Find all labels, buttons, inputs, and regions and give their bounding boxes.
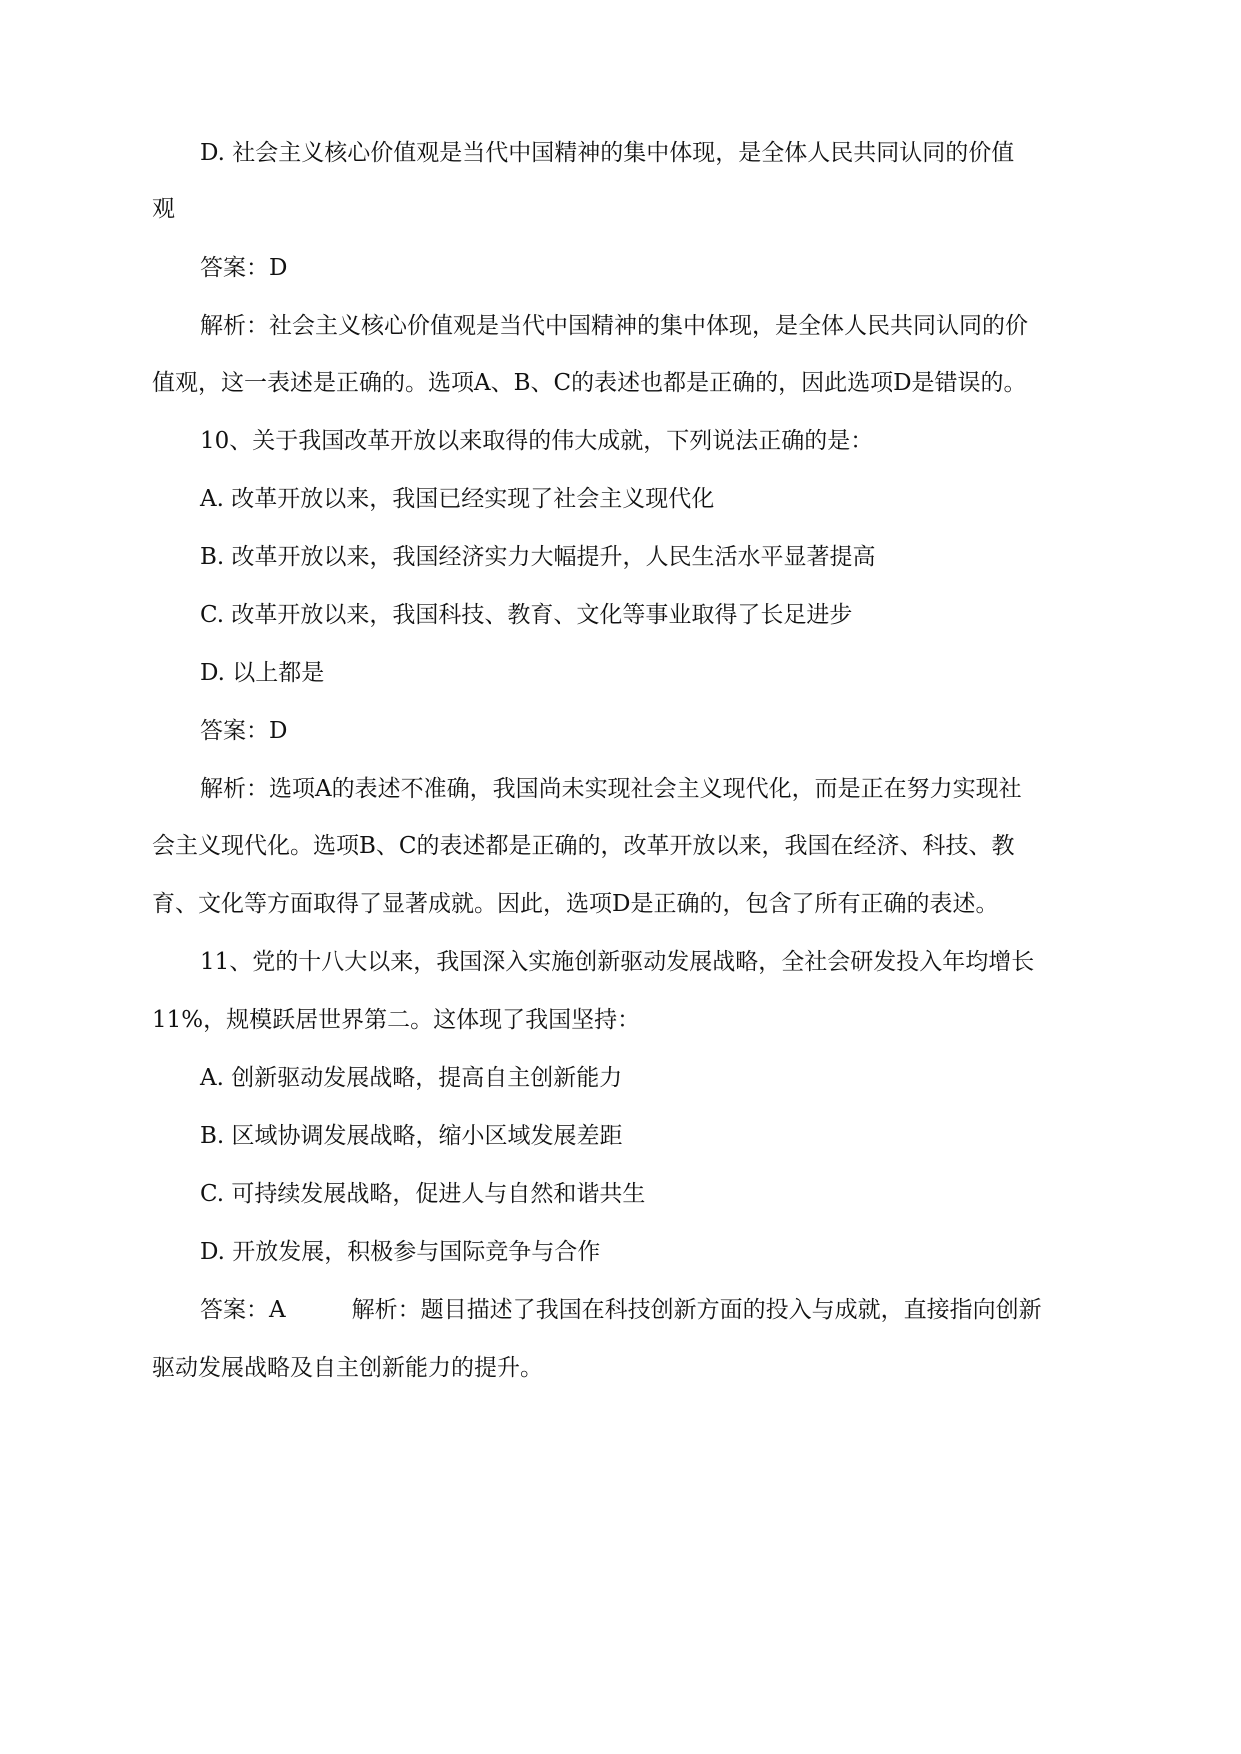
q10-option-b: B. 改革开放以来，我国经济实力大幅提升，人民生活水平显著提高: [200, 544, 876, 570]
q11-analysis-line1: 解析：题目描述了我国在科技创新方面的投入与成就，直接指向创新: [351, 1297, 1042, 1323]
q11-option-a: A. 创新驱动发展战略，提高自主创新能力: [200, 1065, 623, 1091]
q11-answer-line: [200, 1294, 1042, 1326]
q10-option-c: C. 改革开放以来，我国科技、教育、文化等事业取得了长足进步: [200, 602, 853, 628]
q10-question: 10、关于我国改革开放以来取得的伟大成就，下列说法正确的是：: [200, 428, 874, 454]
q9-option-d-line1: D. 社会主义核心价值观是当代中国精神的集中体现，是全体人民共同认同的价值: [200, 140, 1015, 166]
q10-analysis-line1: 解析：选项A的表述不准确，我国尚未实现社会主义现代化，而是正在努力实现社: [200, 776, 1022, 802]
q10-option-a: A. 改革开放以来，我国已经实现了社会主义现代化: [200, 486, 715, 512]
q11-question-line2: 11%，规模跃居世界第二。这体现了我国坚持：: [152, 1007, 641, 1033]
q10-answer: 答案：D: [200, 718, 288, 744]
q11-option-b: B. 区域协调发展战略，缩小区域发展差距: [200, 1123, 623, 1149]
q10-analysis-line3: 育、文化等方面取得了显著成就。因此，选项D是正确的，包含了所有正确的表述。: [152, 891, 999, 917]
q9-option-d-line2: 观: [152, 196, 175, 222]
q9-analysis-line2: 值观，这一表述是正确的。选项A、B、C的表述也都是正确的，因此选项D是错误的。: [152, 370, 1027, 396]
q11-option-d: D. 开放发展，积极参与国际竞争与合作: [200, 1239, 601, 1265]
q9-analysis-line1: 解析：社会主义核心价值观是当代中国精神的集中体现，是全体人民共同认同的价: [200, 313, 1028, 339]
q9-answer: 答案：D: [200, 255, 288, 281]
q11-analysis-line2: 驱动发展战略及自主创新能力的提升。: [152, 1355, 543, 1381]
q10-option-d: D. 以上都是: [200, 660, 325, 686]
q11-option-c: C. 可持续发展战略，促进人与自然和谐共生: [200, 1181, 646, 1207]
q10-analysis-line2: 会主义现代化。选项B、C的表述都是正确的，改革开放以来，我国在经济、科技、教: [152, 833, 1015, 859]
q11-answer: 答案：A: [200, 1297, 286, 1323]
q11-question-line1: 11、党的十八大以来，我国深入实施创新驱动发展战略，全社会研发投入年均增长: [200, 949, 1035, 975]
